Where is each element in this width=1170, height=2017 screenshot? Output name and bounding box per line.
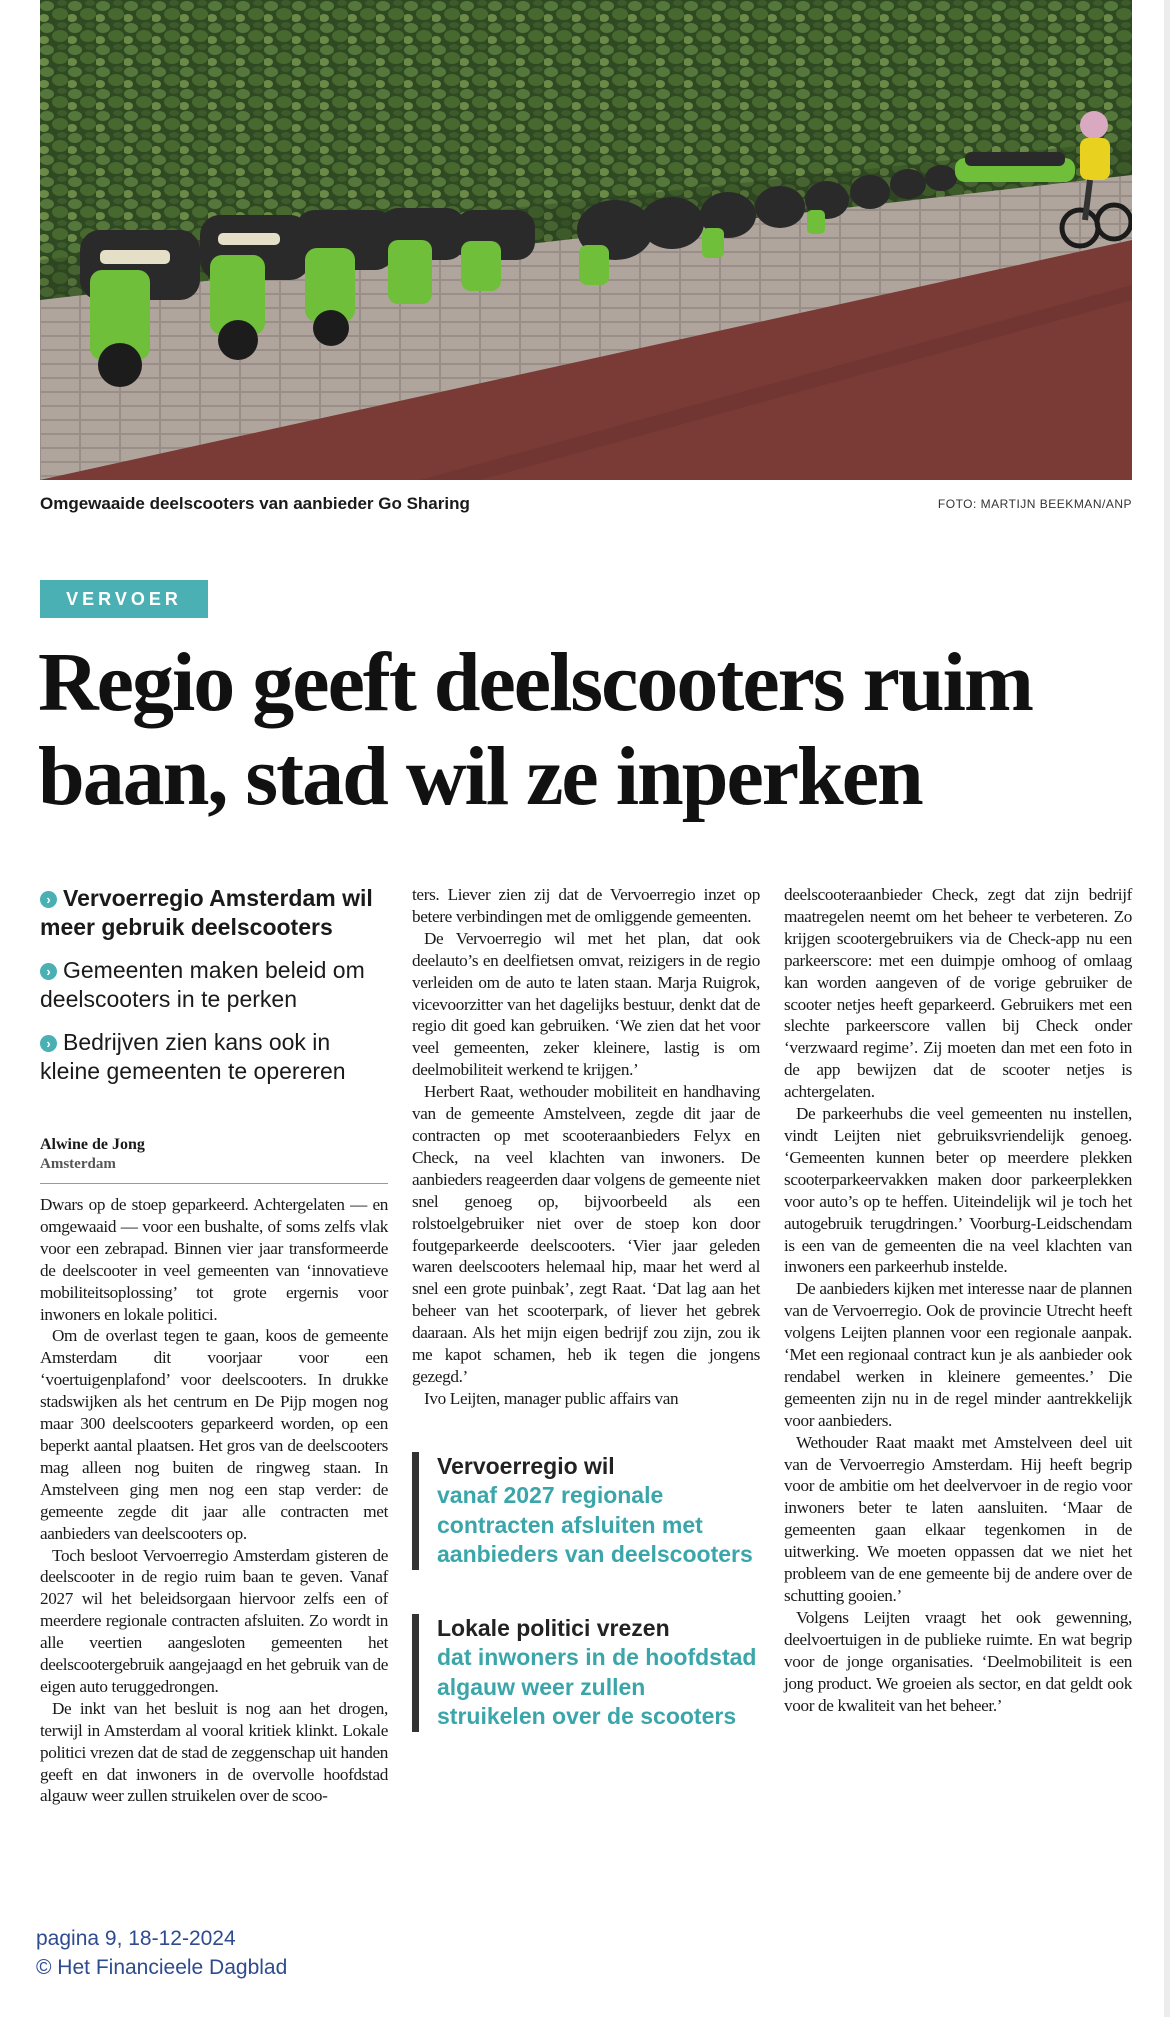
paragraph: Ivo Leijten, manager public affairs van: [424, 1388, 679, 1408]
paragraph: De inkt van het besluit is nog aan het drogen, terwijl in Amsterdam al vooral kritiek klinkt. Lokale politici vrezen dat de stad de zeggenschap uit handen geeft en dat inwoners in de overvolle hoofdstad algauw weer zullen struikelen over de scoo-: [40, 1698, 388, 1806]
lead-text: Gemeenten maken beleid om deelscooters in te perken: [40, 957, 365, 1012]
section-tag: VERVOER: [40, 580, 208, 618]
column-3: [784, 884, 1132, 1716]
lead-item: [40, 884, 388, 942]
paragraph: De parkeerhubs die veel gemeenten nu instellen, vindt Leijten niet gebruiksvriendelijk genoeg. ‘Gemeenten kunnen beter op meerdere plekken scooterparkeervakken maken door parkeerplekken voor auto’s op te heffen. Uiteindelijk wil je toch het autogebruik terugdringen.’ Voorburg-Leidschendam is een van de gemeenten die na veel klachten van inwoners een parkeerhub instelde.: [784, 1104, 1132, 1277]
paragraph: ters. Liever zien zij dat de Vervoerregio inzet op betere verbindingen met de omliggende gemeenten.: [412, 885, 760, 926]
byline-place: Amsterdam: [40, 1156, 116, 1172]
column-2: [412, 884, 760, 1732]
arrow-right-circle-icon: ›: [40, 963, 57, 980]
paragraph: De Vervoerregio wil met het plan, dat ook deelauto’s en deelfietsen omvat, reizigers in de regio verleiden om de auto te laten staan. Marja Ruigrok, vicevoorzitter van het dagelijks bestuur, denkt dat de regio dit goed kan gebruiken. ‘We zien dat het voor veel gemeenten, zeker kleinere, lastig is om deelmobiliteit werkend te krijgen.’: [412, 928, 760, 1080]
pull-quote-text: vanaf 2027 regionale contracten afsluiten met aanbieders van deelscooters: [437, 1482, 753, 1568]
paragraph: Herbert Raat, wethouder mobiliteit en handhaving van de gemeente Amstelveen, zegde dit jaar de contracten op met scooteraanbieders Felyx en Check, na veel klachten van inwoners. De aanbieders reageerden daar volgens de gemeente niet snel genoeg op, bijvoorbeeld als een rolstoelgebruiker niet over de stoep kon door foutgeparkeerde deelscooters. ‘Vier jaar geleden waren deelscooters helemaal hip, maar het werd al snel een grote puinbak’, zegt Raat. ‘Dat lag aan het beheer van het scooterpark, of liever het gebrek daaraan. Als het mijn eigen bedrijf zou zijn, zou ik me kapot schamen, heb ik tegen die jongens gezegd.’: [412, 1082, 760, 1386]
paragraph: Wethouder Raat maakt met Amstelveen deel uit van de Vervoerregio Amsterdam. Hij heeft begrip voor de ambitie om het deelvervoer in de regio voor inwoners beter te laten aansluiten. ‘Maar de gemeenten gaan elkaar tegenkomen in de uitwerking. We moeten oppassen dat we niet het probleem van de ene gemeente bij de andere over de schutting gooien.’: [784, 1432, 1132, 1605]
byline-divider: [40, 1183, 388, 1184]
article-photo: [40, 0, 1132, 480]
headline: [38, 636, 1138, 824]
scooter-photo-illustration: [40, 0, 1132, 480]
lead-text: Bedrijven zien kans ook in kleine gemeenten te opereren: [40, 1029, 346, 1084]
lead-item: [40, 1028, 388, 1086]
column-1: [40, 884, 388, 1807]
headline-line-2: baan, stad wil ze inperken: [38, 730, 922, 823]
paragraph: Volgens Leijten vraagt het ook gewenning, deelvoertuigen in de publieke ruimte. En wat begrip voor de jonge organisaties. ‘Deelmobiliteit is een jong product. We groeien als sector, en dat geldt ook voor de kwaliteit van het beheer.’: [784, 1607, 1132, 1715]
arrow-right-circle-icon: ›: [40, 1035, 57, 1052]
body-column-2: [412, 884, 760, 1410]
pull-quote-lead: Lokale politici vrezen: [437, 1614, 670, 1641]
page-footer: [36, 1924, 287, 1982]
lead-item: [40, 956, 388, 1014]
lead-text: Vervoerregio Amsterdam wil meer gebruik deelscooters: [40, 885, 373, 940]
pull-quote-lead: Vervoerregio wil: [437, 1452, 615, 1479]
pull-quote-2: [412, 1614, 760, 1732]
photo-caption-bar: [40, 494, 1132, 518]
arrow-right-circle-icon: ›: [40, 891, 57, 908]
byline-author: Alwine de Jong: [40, 1136, 145, 1153]
paragraph: Dwars op de stoep geparkeerd. Achtergelaten — en omgewaaid — voor een bushalte, of soms zelfs vlak voor een zebrapad. Binnen vier jaar transformeerde de deelscooter in veel gemeenten van ‘innovatieve mobiliteitsoplossing’ tot grote ergernis voor inwoners en lokale politici.: [40, 1195, 388, 1324]
pull-quote-1: [412, 1452, 760, 1570]
pull-quote-text: dat inwoners in de hoofdstad algauw weer zullen struikelen over de scooters: [437, 1644, 757, 1730]
paragraph: Om de overlast tegen te gaan, koos de gemeente Amsterdam dit voorjaar voor een ‘voertuigenplafond’ voor deelscooters. In drukke stadswijken als het centrum en De Pijp mogen nog maar 300 deelscooters geparkeerd worden, op een beperkt aantal plaatsen. Het gros van de deelscooters mag alleen nog buiten de ringweg staan. In Amstelveen ging men nog een stap verder: de gemeente zegde dit jaar alle contracten met aanbieders van deelscooters op.: [40, 1326, 388, 1543]
headline-line-1: Regio geeft deelscooters ruim: [38, 636, 1032, 729]
photo-credit: FOTO: MARTIJN BEEKMAN/ANP: [937, 497, 1132, 511]
body-column-3: [784, 884, 1132, 1716]
body-column-1: [40, 1194, 388, 1807]
copyright: © Het Financieele Dagblad: [36, 1956, 288, 1979]
paragraph: De aanbieders kijken met interesse naar de plannen van de Vervoerregio. Ook de provincie Utrecht heeft volgens Leijten plannen voor een regionale aanpak. ‘Met een regionaal contract kun je als aanbieder ook rendabel werken in kleinere gemeentes.’ Die gemeenten zijn nu in de regel minder aantrekkelijk voor aanbieders.: [784, 1279, 1132, 1430]
page-reference: pagina 9, 18-12-2024: [36, 1927, 236, 1950]
paragraph: Toch besloot Vervoerregio Amsterdam gisteren de deelscooter in de regio ruim baan te geven. Vanaf 2027 wil het beleidsorgaan hiervoor zelfs een of meerdere regionale contracten afsluiten. Zo wordt in alle veertien aangesloten gemeenten het deelscootergebruik aangejaagd en het gebruik van de eigen auto teruggedrongen.: [40, 1545, 388, 1696]
photo-caption: Omgewaaide deelscooters van aanbieder Go Sharing: [40, 494, 470, 513]
paragraph: deelscooteraanbieder Check, zegt dat zijn bedrijf maatregelen neemt om het beheer te verbeteren. Zo krijgen scootergebruikers via de Check-app nu een parkeerscore: met een duimpje omhoog of omlaag kan worden aangeven of de vorige gebruiker de scooter netjes heeft geparkeerd. Gebruikers met een slechte parkeerscore vallen bij Check onder ‘verzwaard regime’. Zij moeten dan met een foto in de app bewijzen dat de scooter netjes is achtergelaten.: [784, 885, 1132, 1102]
byline: [40, 1136, 388, 1184]
